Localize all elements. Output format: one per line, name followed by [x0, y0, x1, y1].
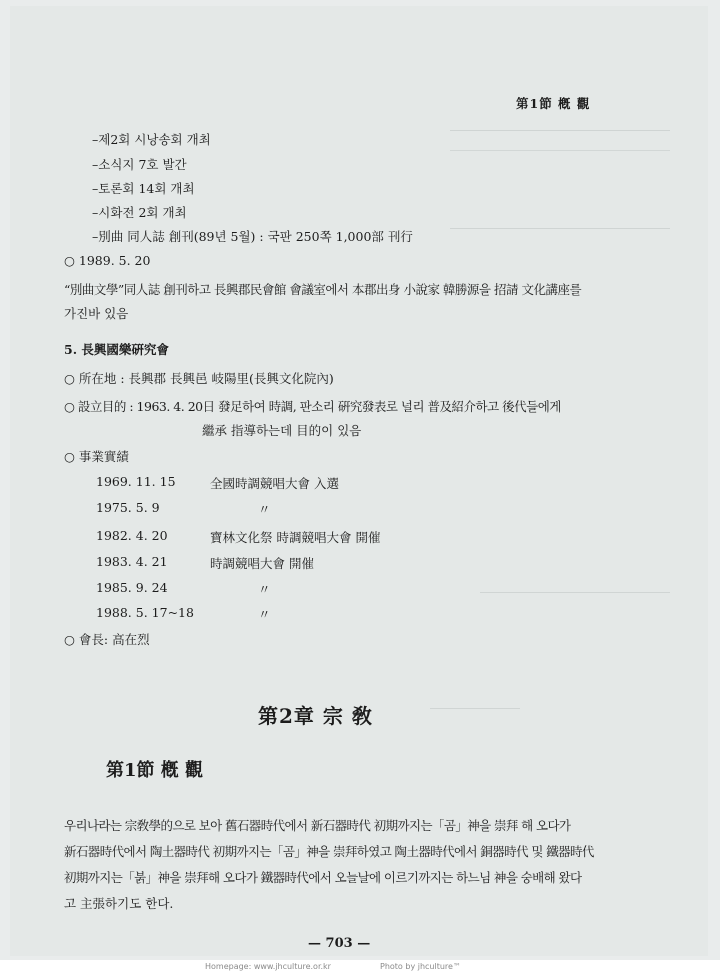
footer-bar: [0, 960, 720, 976]
section-5-title: 5. 長興國樂硏究會: [64, 342, 169, 357]
paragraph-line: “別曲文學”同人誌 創刊하고 長興郡民會館 會議室에서 本郡出身 小說家 韓勝源을 招請 文化講座를: [64, 282, 582, 297]
homepage-link[interactable]: Homepage: www.jhculture.or.kr: [205, 962, 331, 971]
achievement-date: 1982. 4. 20: [96, 528, 168, 543]
date-item: ○ 1989. 5. 20: [64, 253, 151, 268]
president-item: ○ 會長: 高在烈: [64, 632, 150, 647]
purpose-line: 繼承 指導하는데 目的이 있음: [202, 423, 362, 438]
achievement-date: 1985. 9. 24: [96, 580, 168, 595]
chapter-title: 第2章 宗 敎: [258, 704, 373, 728]
activity-item: –토론회 14회 개최: [92, 181, 195, 196]
achievement-date: 1969. 11. 15: [96, 474, 176, 489]
purpose-line: ○ 設立目的 : 1963. 4. 20日 發足하여 時調, 판소리 硏究發表로 널리 普及紹介하고 後代들에게: [64, 399, 561, 414]
achievement-event: 全國時調競唱大會 入選: [210, 476, 339, 491]
achievement-date: 1983. 4. 21: [96, 554, 168, 569]
photo-credit: Photo by jhculture™: [380, 962, 461, 971]
body-line: 고 主張하기도 한다.: [64, 896, 174, 911]
body-line: 新石器時代에서 陶土器時代 初期까지는「곰」神을 崇拜하였고 陶土器時代에서 銅器時代 및 鐵器時代: [64, 844, 594, 859]
body-line: 初期까지는「붉」神을 崇拜해 오다가 鐵器時代에서 오늘날에 이르기까지는 하느님 神을 숭배해 왔다: [64, 870, 582, 885]
section-title: 第1節 槪 觀: [106, 760, 204, 781]
achievement-event: 時調競唱大會 開催: [210, 556, 314, 571]
achievement-date: 1988. 5. 17~18: [96, 605, 194, 620]
body-line: 우리나라는 宗敎學的으로 보아 舊石器時代에서 新石器時代 初期까지는「곰」神을 崇拜 해 오다가: [64, 818, 571, 833]
achievement-event: 〃: [258, 502, 271, 517]
achievement-event: 寶林文化祭 時調競唱大會 開催: [210, 530, 381, 545]
location-item: ○ 所在地 : 長興郡 長興邑 岐陽里(長興文化院內): [64, 371, 334, 386]
achievement-event: 〃: [258, 607, 271, 622]
page-number: — 703 —: [308, 936, 371, 951]
paragraph-line: 가진바 있음: [64, 306, 129, 321]
document-page: [10, 6, 708, 956]
achievement-date: 1975. 5. 9: [96, 500, 160, 515]
activity-item: –別曲 同人誌 創刊(89년 5월) : 국판 250쪽 1,000部 刊行: [92, 229, 413, 244]
achievement-event: 〃: [258, 582, 271, 597]
activity-item: –시화전 2회 개최: [92, 205, 187, 220]
achievements-label: ○ 事業實績: [64, 449, 129, 464]
activity-item: –소식지 7호 발간: [92, 157, 187, 172]
activity-item: –제2회 시낭송회 개최: [92, 132, 211, 147]
running-head: 第1節 槪 觀: [516, 96, 591, 111]
